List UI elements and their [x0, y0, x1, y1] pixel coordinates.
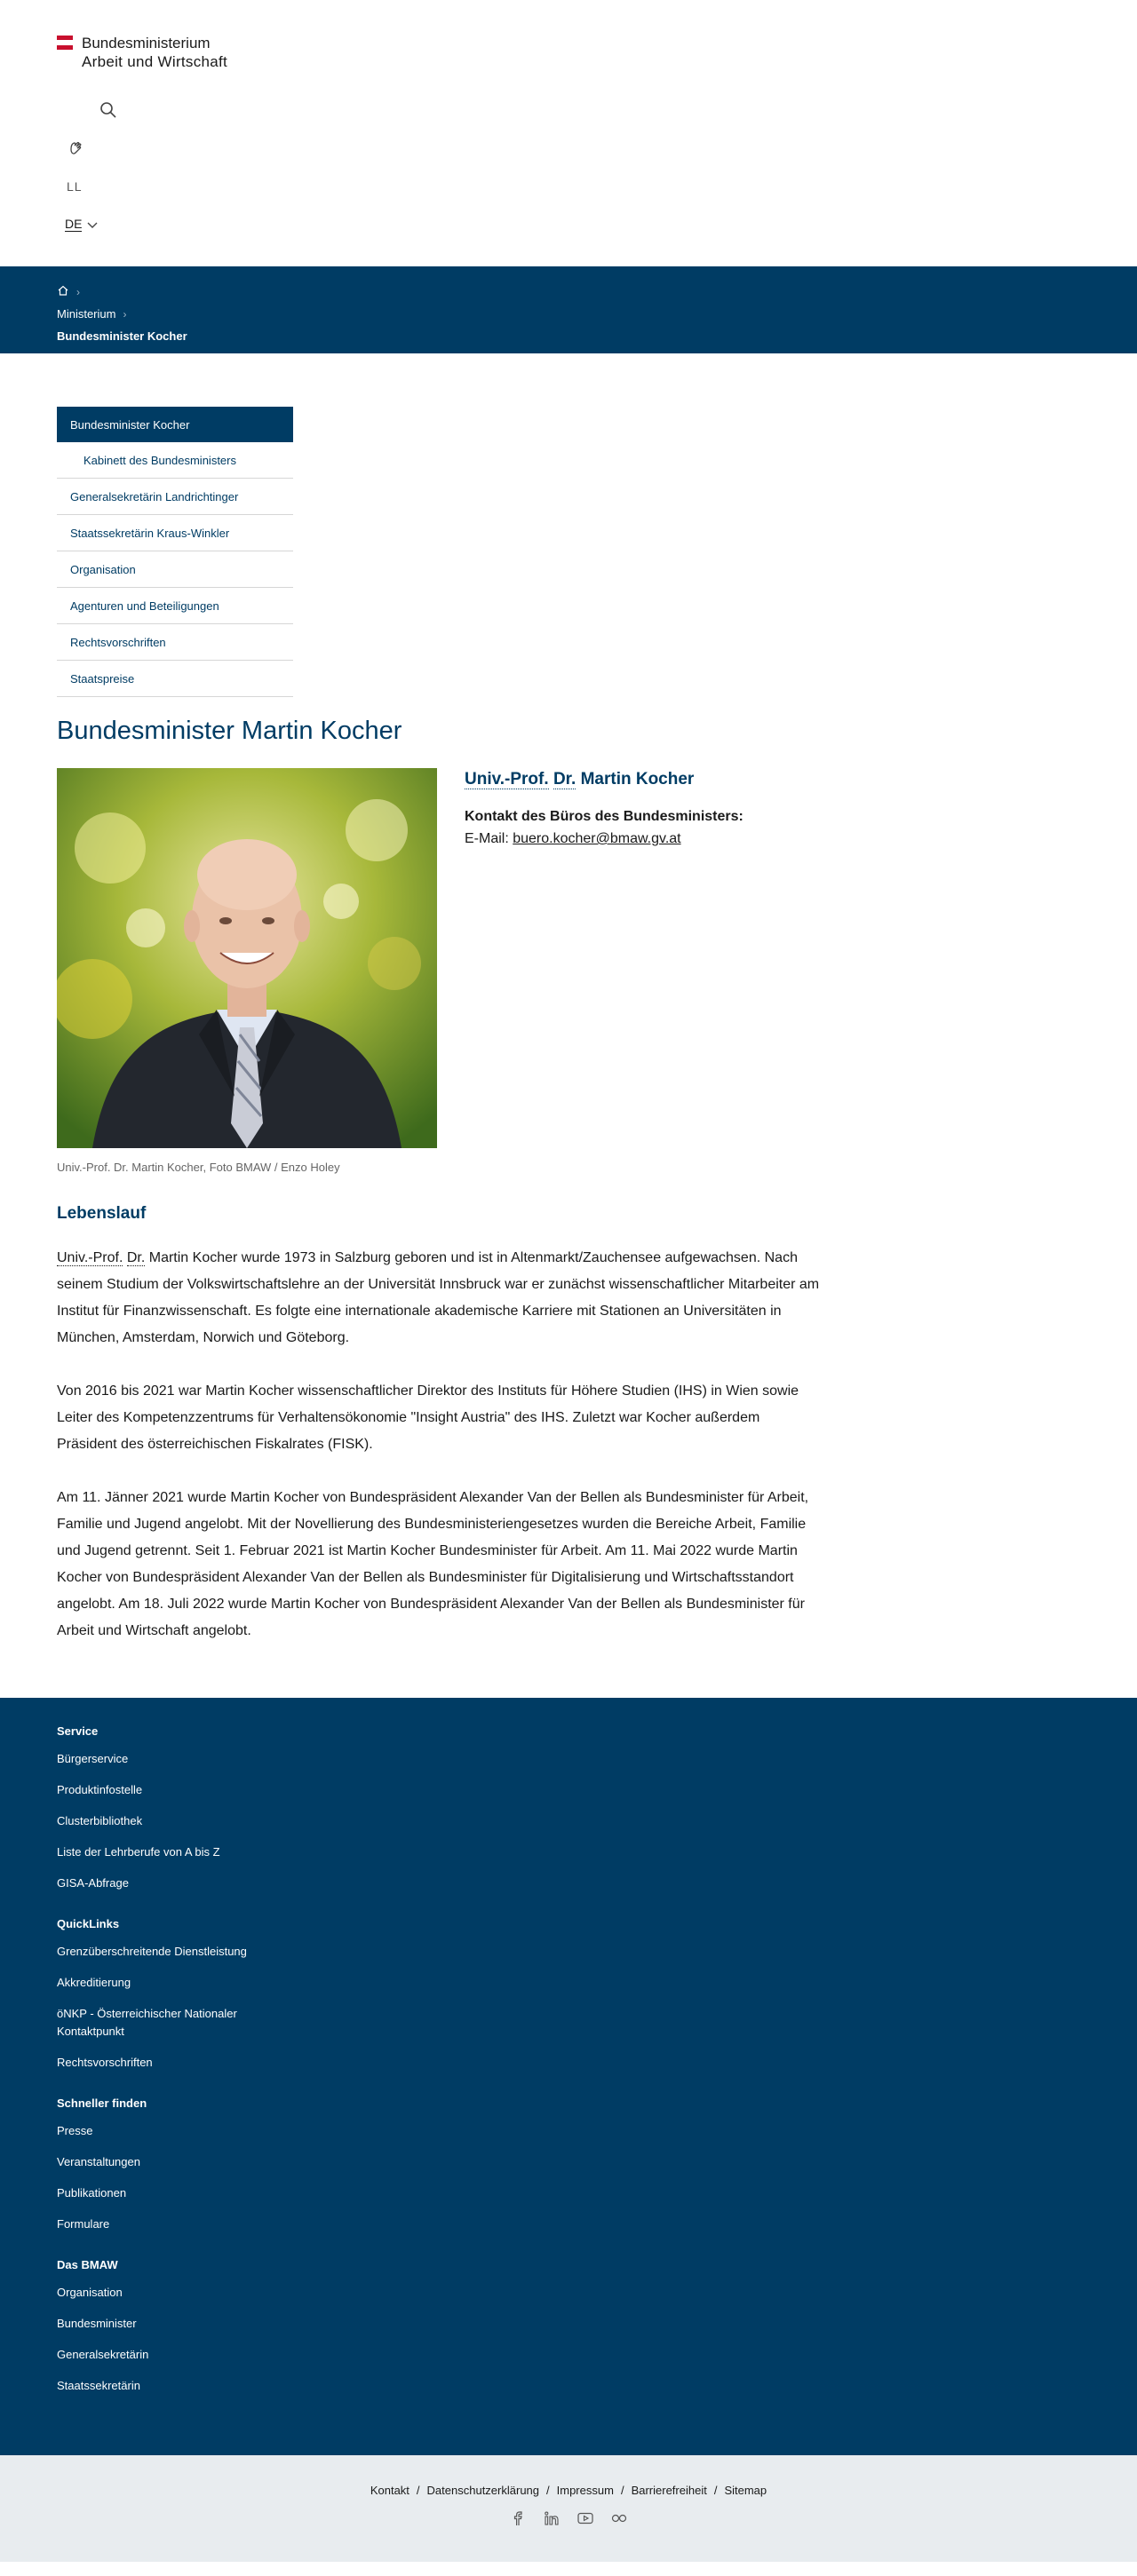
subnav-item-organisation[interactable]: Organisation [57, 551, 293, 588]
legal-link-kontakt[interactable]: Kontakt [370, 2484, 409, 2497]
site-header [0, 0, 1137, 266]
footer-link[interactable]: GISA-Abfrage [57, 1876, 129, 1890]
footer-link[interactable]: Staatssekretärin [57, 2379, 140, 2392]
footer-group-title: QuickLinks [57, 1917, 120, 1930]
language-select[interactable] [65, 217, 98, 232]
contact-heading: Kontakt des Büros des Bundesministers: [465, 809, 743, 824]
footer-group-service [57, 1724, 1080, 1892]
profile-info [465, 768, 743, 1148]
profile-name [465, 770, 743, 789]
subnav-item-staatspreise[interactable]: Staatspreise [57, 661, 293, 697]
profile-name-text: Martin Kocher [580, 770, 695, 789]
legal-link-datenschutz[interactable]: Datenschutzerklärung [426, 2484, 540, 2497]
breadcrumb [0, 266, 1137, 353]
footer-link[interactable]: Rechtsvorschriften [57, 2056, 153, 2069]
facebook-icon[interactable] [509, 2509, 527, 2527]
footer-group-title: Das BMAW [57, 2258, 118, 2271]
footer-link[interactable]: Publikationen [57, 2186, 127, 2200]
logo-line-1: Bundesministerium [82, 35, 211, 52]
footer-link[interactable]: Produktinfostelle [57, 1783, 143, 1796]
footer-group-title: Schneller finden [57, 2096, 147, 2110]
austria-flag-icon [57, 36, 73, 50]
home-icon[interactable] [57, 284, 69, 299]
footer-link[interactable]: Clusterbibliothek [57, 1814, 143, 1827]
footer-link[interactable]: Bundesminister [57, 2317, 137, 2330]
email-link[interactable]: buero.kocher@bmaw.gv.at [513, 831, 681, 846]
footer-link[interactable]: Veranstaltungen [57, 2155, 140, 2168]
sign-language-icon[interactable] [66, 139, 85, 158]
main-content [0, 353, 1137, 1645]
title-abbreviation: Univ.-Prof. [465, 770, 549, 789]
footer-link[interactable]: Bürgerservice [57, 1752, 129, 1765]
subnav-item-kabinett[interactable]: Kabinett des Bundesministers [57, 442, 293, 479]
language-label: DE [65, 217, 83, 231]
email-label: E-Mail: [465, 831, 509, 846]
bio-paragraph-3: Am 11. Jänner 2021 wurde Martin Kocher von Bundespräsident Alexander Van der Bellen als Bundesminister für Arbeit, Familie und Jugend angelobt. Mit der Novellierung des Bundesministeriengesetzes wurden die Bereiche Arbeit, Familie und Jugend getrennt. Seit 1. Februar 2021 ist Martin Kocher Bundesminister für Arbeit. Am 11. Mai 2022 wurde Martin Kocher von Bundespräsident Alexander Van der Bellen als Bundesminister für Digitalisierung und Wirtschaftsstandort angelobt. Am 18. Juli 2022 wurde Martin Kocher von Bundespräsident Alexander Van der Bellen als Bundesminister für Arbeit und Wirtschaft angelobt. [57, 1490, 809, 1638]
legal-link-sitemap[interactable]: Sitemap [724, 2484, 767, 2497]
footer-link[interactable]: Liste der Lehrberufe von A bis Z [57, 1845, 220, 1859]
search-icon[interactable] [98, 99, 119, 121]
portrait-photo [57, 768, 437, 1148]
footer-link[interactable]: Organisation [57, 2286, 123, 2299]
profile-block [57, 768, 1080, 1148]
subnav-item-rechtsvorschriften[interactable]: Rechtsvorschriften [57, 624, 293, 661]
legal-separator: / [546, 2484, 550, 2497]
site-footer [0, 1698, 1137, 2455]
biography [57, 1245, 821, 1645]
easy-language-link[interactable]: LL [67, 179, 83, 194]
legal-separator: / [416, 2484, 420, 2497]
photo-caption: Univ.-Prof. Dr. Martin Kocher, Foto BMAW / Enzo Holey [57, 1161, 340, 1174]
breadcrumb-current: Bundesminister Kocher [57, 329, 187, 343]
footer-group-quicklinks [57, 1917, 1080, 2072]
linkedin-icon[interactable] [543, 2509, 561, 2527]
ministry-logo[interactable] [57, 34, 227, 71]
legal-separator: / [620, 2484, 624, 2497]
bio-paragraph-1 [57, 1245, 821, 1351]
youtube-icon[interactable] [576, 2509, 594, 2527]
bio-paragraph-2: Von 2016 bis 2021 war Martin Kocher wissenschaftlicher Direktor des Instituts für Höhere Studien (IHS) in Wien sowie Leiter des Kompetenzzentrums für Verhaltensökonomie "Insight Austria" des IHS. Zuletzt war Kocher außerdem Präsident des österreichischen Fiskalrates (FISK). [57, 1383, 799, 1452]
footer-link[interactable]: Akkreditierung [57, 1976, 131, 1989]
legal-bar [0, 2455, 1137, 2562]
bio-paragraph-1-text: Martin Kocher wurde 1973 in Salzburg geboren und ist in Altenmarkt/Zauchensee aufgewachsen. Nach seinem Studium der Volkswirtschaftslehre an der Universität Innsbruck war er zunächst wissenschaftlicher Mitarbeiter am Institut für Finanzwissenschaft. Es folgte eine internationale akademische Karriere mit Stationen an Universitäten in München, Amsterdam, Norwich und Göteborg. [57, 1250, 820, 1345]
breadcrumb-ministerium[interactable]: Ministerium [57, 307, 116, 321]
chevron-down-icon [87, 218, 98, 232]
footer-group-das-bmaw [57, 2258, 1080, 2395]
footer-group-schneller-finden [57, 2096, 1080, 2233]
subnav-item-agenturen[interactable]: Agenturen und Beteiligungen [57, 588, 293, 624]
footer-link[interactable]: Presse [57, 2124, 93, 2137]
title-abbreviation: Univ.-Prof. [57, 1250, 123, 1265]
legal-link-barrierefreiheit[interactable]: Barrierefreiheit [631, 2484, 707, 2497]
contact-email-row [465, 831, 743, 847]
subnav-item-generalsekretaerin[interactable]: Generalsekretärin Landrichtinger [57, 479, 293, 515]
footer-link[interactable]: Grenzüberschreitende Dienstleistung [57, 1945, 247, 1958]
legal-link-impressum[interactable]: Impressum [556, 2484, 614, 2497]
logo-text [82, 34, 227, 71]
footer-link[interactable]: Formulare [57, 2217, 110, 2231]
footer-group-title: Service [57, 1724, 99, 1738]
subnav-item-bundesminister[interactable]: Bundesminister Kocher [57, 407, 293, 442]
section-subnav [57, 407, 293, 697]
chevron-right-icon: › [123, 307, 127, 321]
title-abbreviation: Dr. [126, 1250, 146, 1265]
flickr-icon[interactable] [610, 2509, 628, 2527]
page-title: Bundesminister Martin Kocher [57, 717, 402, 745]
social-links [509, 2509, 628, 2527]
title-abbreviation: Dr. [553, 770, 576, 789]
footer-link[interactable]: öNKP - Österreichischer Nationaler Kontaktpunkt [57, 2007, 237, 2038]
section-title-lebenslauf: Lebenslauf [57, 1204, 147, 1223]
legal-links [370, 2484, 767, 2497]
subnav-item-staatssekretaerin[interactable]: Staatssekretärin Kraus-Winkler [57, 515, 293, 551]
logo-line-2: Arbeit und Wirtschaft [82, 53, 228, 70]
chevron-right-icon: › [76, 285, 80, 298]
legal-separator: / [713, 2484, 718, 2497]
footer-link[interactable]: Generalsekretärin [57, 2348, 149, 2361]
